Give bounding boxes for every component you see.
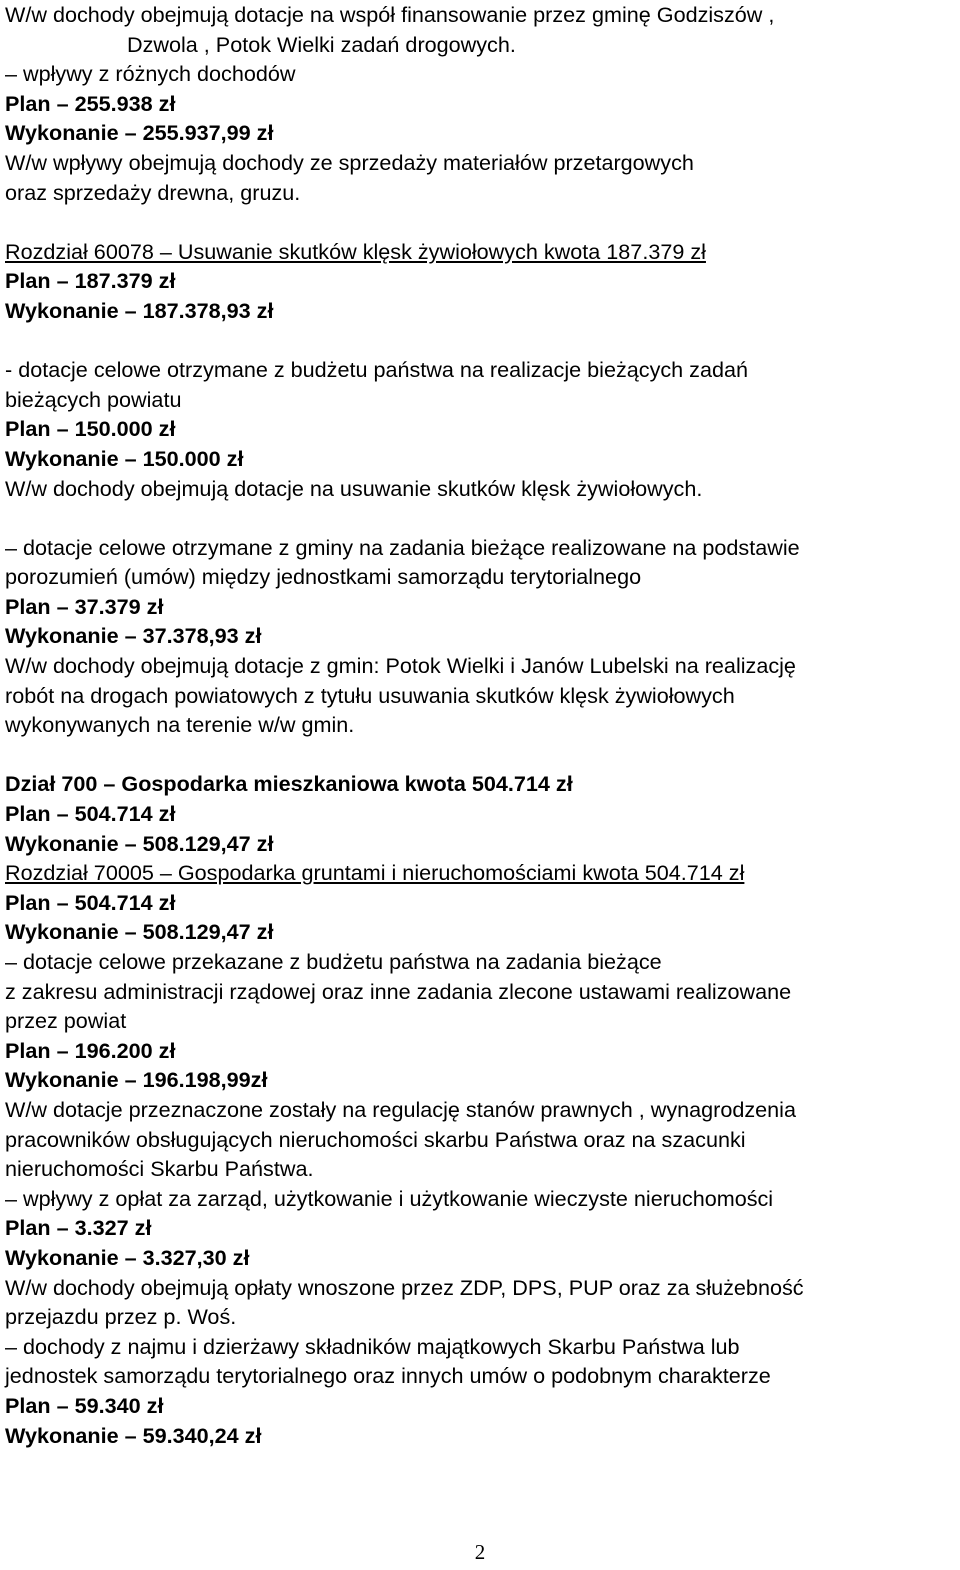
spacer: [5, 503, 957, 533]
paragraph-line: robót na drogach powiatowych z tytułu usuwania skutków klęsk żywiołowych: [5, 682, 735, 708]
paragraph-line: wykonywanych na terenie w/w gmin.: [5, 712, 355, 738]
income-item-heading: jednostek samorządu terytorialnego oraz innych umów o podobnym charakterze: [5, 1363, 771, 1389]
plan-amount: Plan – 504.714 zł: [5, 801, 176, 827]
paragraph-line: W/w dochody obejmują opłaty wnoszone przez ZDP, DPS, PUP oraz za służebność: [5, 1274, 804, 1300]
execution-amount: Wykonanie – 150.000 zł: [5, 445, 244, 471]
income-item-heading: - dotacje celowe otrzymane z budżetu państwa na realizacje bieżących zadań: [5, 357, 749, 383]
document-body: [5, 0, 957, 1450]
paragraph-line: W/w dochody obejmują dotacje na usuwanie skutków klęsk żywiołowych.: [5, 475, 703, 501]
income-item-heading: – dochody z najmu i dzierżawy składników majątkowych Skarbu Państwa lub: [5, 1333, 740, 1359]
plan-amount: Plan – 37.379 zł: [5, 593, 164, 619]
income-item-heading: – wpływy z opłat za zarząd, użytkowanie i użytkowanie wieczyste nieruchomości: [5, 1185, 774, 1211]
execution-amount: Wykonanie – 187.378,93 zł: [5, 297, 274, 323]
chapter-heading: Rozdział 60078 – Usuwanie skutków klęsk żywiołowych kwota 187.379 zł: [5, 238, 706, 264]
paragraph-line: W/w dochody obejmują dotacje na współ finansowanie przez gminę Godziszów ,: [5, 2, 775, 27]
paragraph-line: W/w wpływy obejmują dochody ze sprzedaży materiałów przetargowych: [5, 149, 694, 175]
spacer: [5, 207, 957, 237]
income-item-heading: porozumień (umów) między jednostkami samorządu terytorialnego: [5, 564, 642, 590]
plan-amount: Plan – 59.340 zł: [5, 1392, 164, 1418]
plan-amount: Plan – 3.327 zł: [5, 1215, 152, 1241]
execution-amount: Wykonanie – 59.340,24 zł: [5, 1422, 262, 1448]
execution-amount: Wykonanie – 508.129,47 zł: [5, 919, 274, 945]
income-item-heading: przez powiat: [5, 1008, 127, 1034]
income-item-heading: – wpływy z różnych dochodów: [5, 61, 296, 87]
execution-amount: Wykonanie – 37.378,93 zł: [5, 623, 262, 649]
paragraph-line: przejazdu przez p. Woś.: [5, 1304, 237, 1330]
paragraph-line: W/w dochody obejmują dotacje z gmin: Potok Wielki i Janów Lubelski na realizację: [5, 653, 796, 679]
plan-amount: Plan – 196.200 zł: [5, 1037, 176, 1063]
page-number: 2: [474, 1540, 486, 1564]
income-item-heading: – dotacje celowe przekazane z budżetu państwa na zadania bieżące: [5, 949, 662, 974]
section-heading: Dział 700 – Gospodarka mieszkaniowa kwota 504.714 zł: [5, 771, 573, 797]
paragraph-line: pracowników obsługujących nieruchomości skarbu Państwa oraz na szacunki: [5, 1126, 746, 1152]
plan-amount: Plan – 255.938 zł: [5, 90, 176, 116]
execution-amount: Wykonanie – 3.327,30 zł: [5, 1244, 250, 1270]
income-item-heading: – dotacje celowe otrzymane z gminy na zadania bieżące realizowane na podstawie: [5, 534, 800, 560]
income-item-heading: bieżących powiatu: [5, 386, 182, 412]
execution-amount: Wykonanie – 255.937,99 zł: [5, 120, 274, 146]
spacer: [5, 740, 957, 770]
execution-amount: Wykonanie – 196.198,99zł: [5, 1067, 268, 1093]
plan-amount: Plan – 187.379 zł: [5, 268, 176, 294]
spacer: [5, 326, 957, 356]
execution-amount: Wykonanie – 508.129,47 zł: [5, 830, 274, 856]
income-item-heading: z zakresu administracji rządowej oraz inne zadania zlecone ustawami realizowane: [5, 978, 792, 1004]
paragraph-line: Dzwola , Potok Wielki zadań drogowych.: [127, 31, 516, 57]
plan-amount: Plan – 504.714 zł: [5, 889, 176, 915]
paragraph-line: W/w dotacje przeznaczone zostały na regulację stanów prawnych , wynagrodzenia: [5, 1096, 796, 1122]
paragraph-line: nieruchomości Skarbu Państwa.: [5, 1156, 314, 1182]
paragraph-line: oraz sprzedaży drewna, gruzu.: [5, 179, 301, 205]
plan-amount: Plan – 150.000 zł: [5, 416, 176, 442]
chapter-heading: Rozdział 70005 – Gospodarka gruntami i nieruchomościami kwota 504.714 zł: [5, 860, 745, 886]
